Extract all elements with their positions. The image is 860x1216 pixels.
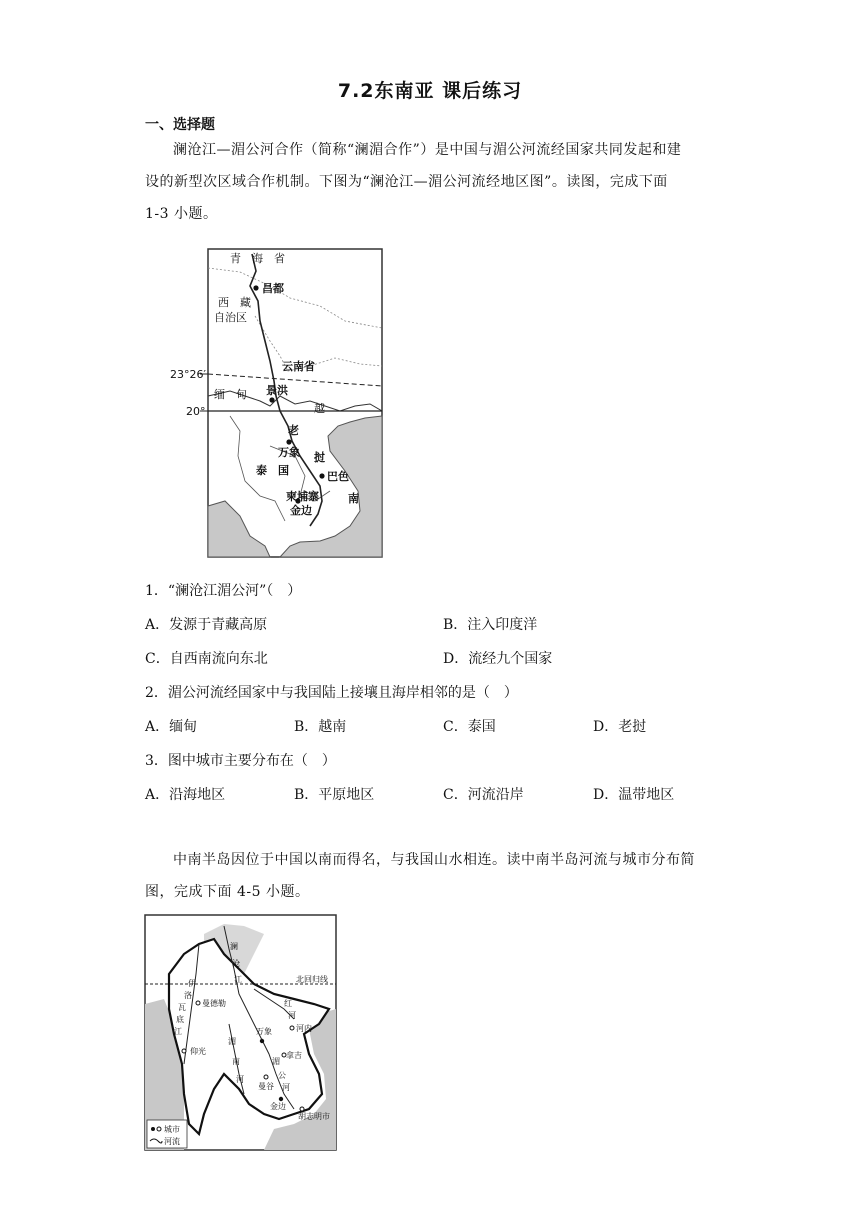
question-1-option-b: B．注入印度洋 bbox=[443, 617, 538, 633]
section-heading: 一、选择题 bbox=[145, 117, 215, 133]
map-label: 曼德勒 bbox=[202, 999, 226, 1008]
intro-paragraph-1 bbox=[145, 134, 725, 230]
question-1-option-c: C．自西南流向东北 bbox=[145, 651, 268, 667]
map-label: 西 藏 bbox=[218, 296, 251, 309]
intro-paragraph-2 bbox=[145, 844, 725, 908]
question-1-stem: 1．“澜沧江湄公河”（ ） bbox=[145, 583, 302, 599]
map-label: 南 bbox=[232, 1057, 240, 1066]
question-3-option-b: B．平原地区 bbox=[294, 787, 375, 803]
intro-line: 中南半岛因位于中国以南而得名，与我国山水相连。读中南半岛河流与城市分布简 bbox=[173, 852, 695, 868]
legend-river: 河流 bbox=[164, 1137, 180, 1146]
question-2-option-a: A．缅甸 bbox=[145, 719, 198, 735]
map-label: 万象 bbox=[256, 1027, 272, 1036]
latitude-label: 20° bbox=[186, 405, 206, 418]
map-label: 湄 bbox=[272, 1057, 280, 1066]
map-label: 越 bbox=[314, 402, 325, 415]
question-3-option-a: A．沿海地区 bbox=[145, 787, 226, 803]
page-title: 7.2东南亚 课后练习 bbox=[337, 80, 523, 102]
map-label: 金边 bbox=[290, 504, 312, 517]
map-label: 巴色 bbox=[327, 470, 349, 483]
intro-line: 图，完成下面 4-5 小题。 bbox=[145, 884, 310, 900]
map-label: 湄 bbox=[228, 1037, 236, 1046]
map-label: 昌都 bbox=[262, 282, 284, 295]
latitude-label: 23°26′ bbox=[170, 368, 206, 381]
intro-line: 澜沧江—湄公河合作（简称“澜湄合作”）是中国与湄公河流经国家共同发起和建 bbox=[173, 142, 682, 158]
question-3-stem: 3．图中城市主要分布在（ ） bbox=[145, 753, 336, 769]
intro-line: 1-3 小题。 bbox=[145, 206, 218, 222]
map-label: 拿吉 bbox=[286, 1051, 302, 1060]
question-2-option-b: B．越南 bbox=[294, 719, 347, 735]
map-label: 胡志明市 bbox=[298, 1112, 330, 1121]
map-label: 挝 bbox=[314, 451, 325, 464]
map-label: 洛 bbox=[184, 991, 192, 1000]
map-label: 景洪 bbox=[266, 384, 288, 397]
map-label: 北回归线 bbox=[296, 975, 328, 984]
map-label: 河 bbox=[236, 1075, 244, 1084]
question-3-option-d: D．温带地区 bbox=[593, 787, 675, 803]
map-label: 底 bbox=[176, 1015, 184, 1024]
map-label: 沧 bbox=[232, 959, 240, 968]
map-label: 缅 甸 bbox=[214, 388, 247, 401]
legend-city: 城市 bbox=[164, 1125, 180, 1134]
map-label: 河 bbox=[282, 1083, 290, 1092]
map-label: 仰光 bbox=[190, 1047, 206, 1056]
map-label: 泰 国 bbox=[256, 464, 289, 477]
map-label: 河 bbox=[288, 1011, 296, 1020]
intro-line: 设的新型次区域合作机制。下图为“澜沧江—湄公河流经地区图”。读图，完成下面 bbox=[145, 174, 668, 190]
map-label: 云南省 bbox=[282, 360, 315, 373]
map-label: 澜 bbox=[230, 942, 238, 951]
map-label: 柬埔寨 bbox=[286, 490, 319, 503]
question-2-option-c: C．泰国 bbox=[443, 719, 496, 735]
map-label: 老 bbox=[288, 424, 299, 437]
map-lancang-mekong bbox=[170, 246, 385, 560]
map-label: 河内 bbox=[296, 1024, 312, 1033]
map-label: 万象 bbox=[278, 446, 300, 459]
map-label: 曼谷 bbox=[258, 1082, 274, 1091]
question-2-stem: 2．湄公河流经国家中与我国陆上接壤且海岸相邻的是（ ） bbox=[145, 685, 518, 701]
map-label: 金边 bbox=[270, 1102, 286, 1111]
question-3-option-c: C．河流沿岸 bbox=[443, 787, 524, 803]
map-label: 江 bbox=[174, 1027, 182, 1036]
question-1-option-d: D．流经九个国家 bbox=[443, 651, 553, 667]
map-label: 瓦 bbox=[178, 1003, 186, 1012]
map-label: 伊 bbox=[188, 979, 196, 988]
map-label: 公 bbox=[278, 1071, 286, 1080]
map-label: 南 bbox=[348, 492, 359, 505]
question-2-option-d: D．老挝 bbox=[593, 719, 647, 735]
map-indochina bbox=[144, 914, 338, 1152]
map-label: 红 bbox=[284, 999, 292, 1008]
map-label: 自治区 bbox=[214, 311, 247, 324]
map-label: 青 海 省 bbox=[230, 252, 285, 265]
map-label: 江 bbox=[234, 975, 242, 984]
question-1-option-a: A．发源于青藏高原 bbox=[145, 617, 268, 633]
